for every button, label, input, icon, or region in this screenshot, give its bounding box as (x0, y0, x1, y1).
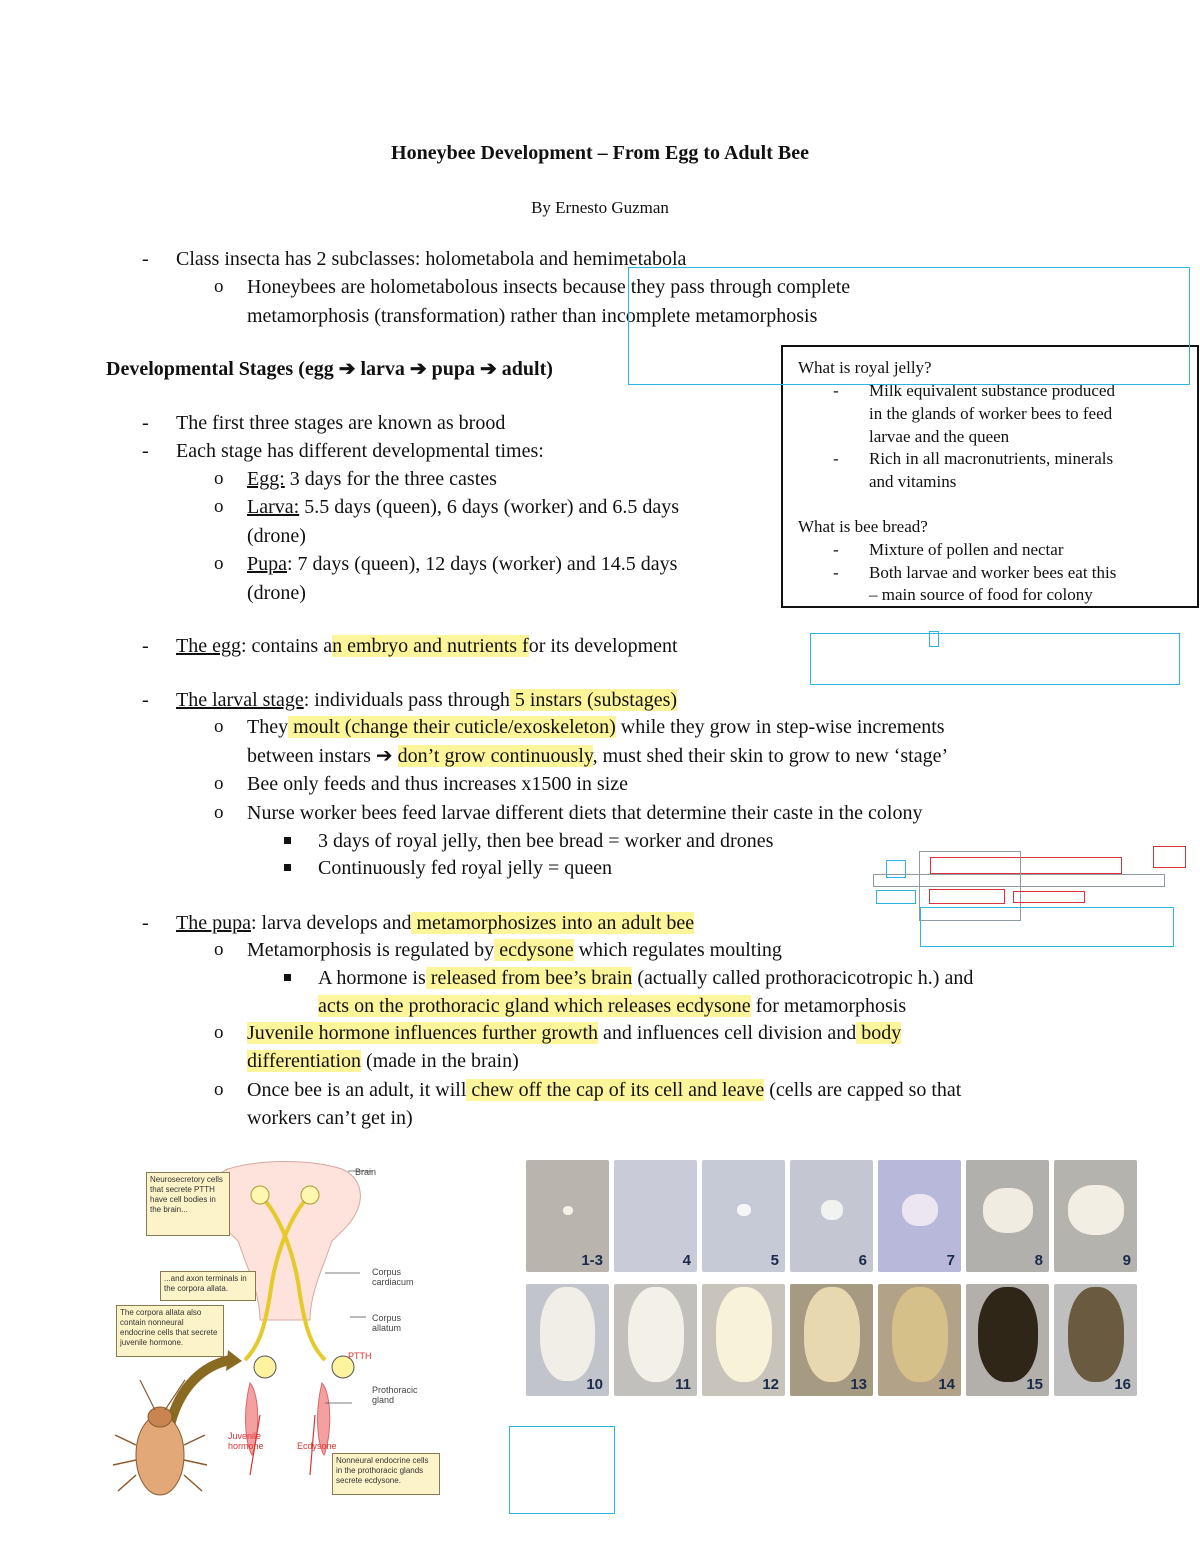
diagram-corpus-allatum-label: Corpus allatum (372, 1313, 402, 1333)
author-line: By Ernesto Guzman (531, 198, 669, 217)
stage-photo-10 (526, 1284, 609, 1396)
dash-bullet-icon: - (142, 912, 149, 934)
specimen-shape (716, 1287, 772, 1382)
specimen-shape (983, 1188, 1033, 1233)
annotation-outline (1153, 846, 1186, 868)
stage-photo-number: 16 (1114, 1376, 1131, 1393)
pupa-subsub-1-a: A hormone is (318, 967, 426, 989)
annotation-outline (810, 633, 1180, 685)
larval-highlight: 5 instars (substages) (509, 689, 678, 711)
development-photo-grid (526, 1160, 1142, 1398)
stage-photo-number: 13 (850, 1376, 867, 1393)
circle-bullet-icon: o (214, 1022, 224, 1043)
egg-time-label: Egg: (247, 468, 285, 490)
circle-bullet-icon: o (214, 496, 224, 517)
stage-photo-number: 15 (1026, 1376, 1043, 1393)
circle-bullet-icon: o (214, 1079, 224, 1100)
larval-subsub-1: 3 days of royal jelly, then bee bread = worker and drones (318, 830, 774, 852)
circle-bullet-icon: o (214, 773, 224, 794)
pupa-time-text: : 7 days (queen), 12 days (worker) and 14.5 days (287, 553, 678, 575)
circle-bullet-icon: o (214, 939, 224, 960)
sidebox-answer-4a: Both larvae and worker bees eat this (869, 563, 1117, 582)
pupa-subsub-1-hl: released from bee’s brain (425, 967, 633, 989)
stage-photo-number: 11 (675, 1376, 691, 1393)
pupa-time-label: Pupa (247, 553, 287, 575)
pupa-text-1: : larva develops and (250, 912, 412, 934)
square-bullet-icon (284, 974, 291, 981)
egg-line (176, 632, 678, 660)
diagram-corpus-cardiacum-label: Corpus cardiacum (372, 1267, 414, 1287)
dash-bullet-icon: - (142, 412, 149, 434)
egg-text-2: or its development (528, 635, 678, 657)
specimen-shape (1068, 1185, 1124, 1235)
specimen-shape (902, 1194, 938, 1226)
square-bullet-icon (284, 837, 291, 844)
times-line: Each stage has different developmental times: (176, 440, 544, 462)
stage-photo-number: 9 (1122, 1252, 1131, 1269)
larval-text-1: : individuals pass through (303, 689, 510, 711)
pupa-sub-2 (247, 1019, 901, 1047)
specimen-shape (1068, 1287, 1124, 1382)
intro-line: Class insecta has 2 subclasses: holometabola and hemimetabola (176, 248, 687, 270)
stage-photo-16 (1054, 1284, 1137, 1396)
diagram-juvenile-hormone-label: Juvenile hormone (228, 1431, 264, 1451)
diagram-brain-label: Brain (355, 1167, 377, 1177)
larval-sub-2-a: between instars ➔ (247, 745, 398, 767)
sidebox-answer-2a: Rich in all macronutrients, minerals (869, 449, 1114, 468)
annotation-outline (920, 907, 1174, 947)
dash-bullet-icon: - (833, 563, 839, 582)
larval-subsub-2: Continuously fed royal jelly = queen (318, 857, 613, 879)
pupa-sub-4-a: Once bee is an adult, it will (247, 1079, 467, 1101)
stage-photo-number: 1-3 (581, 1252, 603, 1269)
specimen-shape (978, 1287, 1038, 1382)
egg-text-1: : contains a (240, 635, 333, 657)
circle-bullet-icon: o (214, 553, 224, 574)
specimen-shape (821, 1200, 843, 1220)
stage-photo-number: 5 (770, 1252, 779, 1269)
sidebox-answer-1c: larvae and the queen (869, 427, 1010, 446)
pupa-subsub-2-hl: acts on the prothoracic gland which releases ecdysone (318, 995, 751, 1017)
egg-time-line (247, 465, 497, 493)
pupa-sub-2-b: and influences cell division and (598, 1022, 857, 1044)
dash-bullet-icon: - (833, 381, 839, 400)
diagram-ecdysone-label: Ecdysone (297, 1441, 337, 1451)
annotation-outline (929, 631, 939, 647)
stage-photo-number: 14 (938, 1376, 955, 1393)
sidebox-answer-3: Mixture of pollen and nectar (869, 540, 1064, 559)
stage-photo-13 (790, 1284, 873, 1396)
larval-sub-3: Bee only feeds and thus increases x1500 in size (247, 773, 629, 795)
larval-sub-1-hl: moult (change their cuticle/exoskeleton) (288, 716, 616, 738)
pupa-sub-4-b: (cells are capped so that (764, 1079, 962, 1101)
pupa-label: The pupa (176, 912, 251, 934)
dash-bullet-icon: - (142, 440, 149, 462)
circle-bullet-icon: o (214, 716, 224, 737)
pupa-sub-2-cont (247, 1047, 519, 1075)
annotation-outline (929, 889, 1005, 904)
sidebox-answer-1b: in the glands of worker bees to feed (869, 404, 1113, 423)
annotation-outline (876, 890, 916, 904)
larva-time-label: Larva: (247, 496, 300, 518)
brood-line: The first three stages are known as brood (176, 412, 506, 434)
pupa-sub-1-a: Metamorphosis is regulated by (247, 939, 495, 961)
egg-label: The egg (176, 635, 241, 657)
circle-bullet-icon: o (214, 468, 224, 489)
pupa-sub-1-hl: ecdysone (494, 939, 574, 961)
pupa-sub-3-b: (made in the brain) (361, 1050, 519, 1072)
pupa-sub-4-hl: chew off the cap of its cell and leave (466, 1079, 765, 1101)
larva-time-text: 5.5 days (queen), 6 days (worker) and 6.5 days (299, 496, 680, 518)
pupa-sub-3-hl: differentiation (247, 1050, 362, 1072)
diagram-prothoracic-gland-label: Prothoracic gland (372, 1385, 418, 1405)
larva-time-line (247, 493, 679, 521)
square-bullet-icon (284, 864, 291, 871)
specimen-shape (540, 1287, 595, 1381)
sidebox-answer-4b: – main source of food for colony (869, 585, 1093, 604)
dash-bullet-icon: - (142, 689, 149, 711)
document-title: Honeybee Development – From Egg to Adult Bee (391, 142, 809, 164)
dash-bullet-icon: - (833, 449, 839, 468)
pupa-sub-1 (247, 936, 782, 964)
section-heading: Developmental Stages (egg ➔ larva ➔ pupa ➔ adult) (106, 358, 553, 380)
circle-bullet-icon: o (214, 802, 224, 823)
dash-bullet-icon: - (833, 540, 839, 559)
egg-time-text: 3 days for the three castes (284, 468, 497, 490)
pupa-sub-2-hl2: body (856, 1022, 902, 1044)
larval-sub-1 (247, 713, 945, 741)
larval-sub-1-cont (247, 742, 948, 770)
pupa-sub-1-b: which regulates moulting (573, 939, 782, 961)
intro-sub-line-cont: metamorphosis (transformation) rather than incomplete metamorphosis (247, 305, 818, 327)
specimen-shape (892, 1287, 948, 1382)
stage-photo-6 (790, 1160, 873, 1272)
stage-photo-4 (614, 1160, 697, 1272)
egg-highlight: n embryo and nutrients f (332, 635, 529, 657)
endocrine-diagram (110, 1155, 460, 1500)
annotation-outline (1013, 891, 1085, 903)
stage-photo-7 (878, 1160, 961, 1272)
stage-photo-1-3 (526, 1160, 609, 1272)
stage-photo-number: 8 (1034, 1252, 1043, 1269)
annotation-outline (509, 1426, 615, 1514)
larval-sub-4: Nurse worker bees feed larvae different diets that determine their caste in the colony (247, 802, 923, 824)
larval-sub-2-b: , must shed their skin to grow to new ‘stage’ (592, 745, 949, 767)
intro-sub-line: Honeybees are holometabolous insects because they pass through complete (247, 276, 851, 298)
larva-time-line-cont: (drone) (247, 525, 306, 547)
dash-bullet-icon: - (142, 635, 149, 657)
larval-sub-1-a: They (247, 716, 289, 738)
specimen-shape (628, 1287, 684, 1382)
specimen-shape (804, 1287, 860, 1382)
larval-sub-1-b: while they grow in step-wise increments (615, 716, 945, 738)
pupa-highlight: metamorphosizes into an adult bee (411, 912, 695, 934)
stage-photo-number: 12 (762, 1376, 779, 1393)
pupa-sub-2-hl: Juvenile hormone influences further growth (247, 1022, 599, 1044)
dash-bullet-icon: - (142, 248, 149, 270)
stage-photo-number: 7 (946, 1252, 955, 1269)
pupa-subsub-2-b: for metamorphosis (750, 995, 907, 1017)
diagram-note-neurosecretory: Neurosecretory cells that secrete PTTH have cell bodies in the brain... (146, 1172, 230, 1236)
pupa-subsub-1-b: (actually called prothoracicotropic h.) and (632, 967, 974, 989)
stage-photo-5 (702, 1160, 785, 1272)
annotation-outline (886, 860, 906, 878)
pupa-time-line (247, 550, 677, 578)
circle-bullet-icon: o (214, 276, 224, 297)
pupa-time-line-cont: (drone) (247, 582, 306, 604)
diagram-ptth-label: PTTH (348, 1351, 372, 1361)
specimen-shape (563, 1206, 573, 1215)
stage-photo-15 (966, 1284, 1049, 1396)
stage-photo-number: 4 (682, 1252, 691, 1269)
diagram-note-axon-terminals: ...and axon terminals in the corpora allata. (160, 1271, 256, 1301)
sidebox-question-2: What is bee bread? (798, 517, 928, 536)
pupa-subsub-1 (318, 964, 973, 992)
specimen-shape (737, 1204, 751, 1217)
stage-photo-12 (702, 1284, 785, 1396)
stage-photo-11 (614, 1284, 697, 1396)
stage-photo-8 (966, 1160, 1049, 1272)
diagram-note-prothoracic: Nonneural endocrine cells in the prothoracic glands secrete ecdysone. (332, 1453, 440, 1495)
annotation-outline (628, 267, 1190, 385)
larval-label: The larval stage (176, 689, 304, 711)
pupa-subsub-1-cont (318, 992, 906, 1020)
stage-photo-number: 6 (858, 1252, 867, 1269)
sidebox-answer-2b: and vitamins (869, 472, 957, 491)
stage-photo-14 (878, 1284, 961, 1396)
stage-photo-9 (1054, 1160, 1137, 1272)
pupa-sub-3 (247, 1076, 961, 1104)
pupa-line (176, 909, 694, 937)
larval-sub-2-hl: don’t grow continuously (397, 745, 593, 767)
larval-line (176, 686, 677, 714)
sidebox-question-1: What is royal jelly? (798, 358, 932, 377)
pupa-sub-3-cont: workers can’t get in) (247, 1107, 413, 1129)
stage-photo-number: 10 (586, 1376, 603, 1393)
sidebox-answer-1a: Milk equivalent substance produced (869, 381, 1115, 400)
diagram-note-corpora-allata: The corpora allata also contain nonneural endocrine cells that secrete juvenile hormone. (116, 1305, 224, 1357)
